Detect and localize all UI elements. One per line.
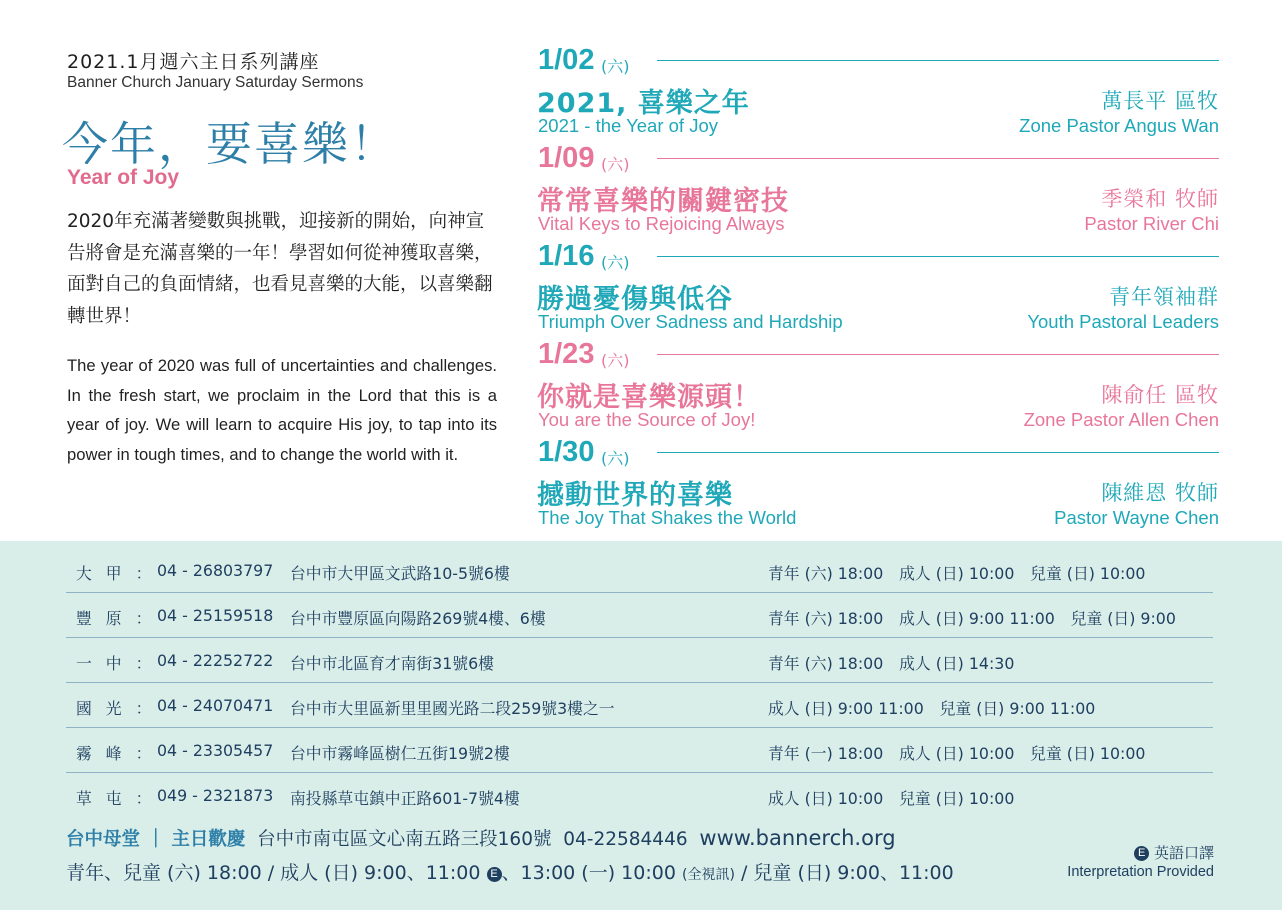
location-phone: 049 - 2321873	[157, 786, 274, 805]
hq-website-link[interactable]: www.bannerch.org	[699, 826, 896, 850]
sermon-date-row	[537, 44, 1219, 78]
sermon-item	[537, 436, 1219, 534]
speaker-zh: 陳維恩 牧師	[1101, 481, 1219, 505]
speaker-zh: 陳俞任 區牧	[1101, 383, 1219, 407]
location-name: 草屯：	[76, 789, 166, 808]
hq-times-part: / 兒童 (日) 9:00、11:00	[734, 862, 954, 884]
location-row	[66, 638, 1213, 683]
location-address: 台中市北區育才南街31號6樓	[290, 654, 494, 673]
hq-phone: 04-22584446	[563, 829, 688, 850]
sermon-title-en: Triumph Over Sadness and Hardship	[538, 311, 843, 332]
location-phone: 04 - 25159518	[157, 606, 274, 625]
sermon-title-zh: 你就是喜樂源頭！	[537, 382, 761, 413]
hq-times	[66, 858, 954, 885]
hq-times-part: 青年、兒童 (六) 18:00 / 成人 (日) 9:00、11:00	[66, 862, 481, 884]
location-address: 台中市大甲區文武路10-5號6樓	[290, 564, 510, 583]
english-interpretation-icon: E	[1134, 846, 1149, 861]
divider	[657, 60, 1219, 61]
speaker-zh: 青年領袖群	[1109, 285, 1219, 309]
sermon-date: 1/02	[538, 44, 595, 76]
location-address: 南投縣草屯鎮中正路601-7號4樓	[290, 789, 520, 808]
location-name: 一中：	[76, 654, 166, 673]
sermon-day-of-week: (六)	[601, 351, 630, 370]
location-name: 豐原：	[76, 609, 166, 628]
location-address: 台中市大里區新里里國光路二段259號3樓之一	[290, 699, 615, 718]
location-times: 成人 (日) 10:00 兒童 (日) 10:00	[768, 789, 1015, 808]
location-times: 青年 (六) 18:00 成人 (日) 10:00 兒童 (日) 10:00	[768, 564, 1146, 583]
sermon-title-en: 2021 - the Year of Joy	[538, 115, 718, 136]
sermon-date: 1/30	[538, 436, 595, 468]
sermon-title-en: Vital Keys to Rejoicing Always	[538, 213, 785, 234]
hq-name: 台中母堂 ｜ 主日歡慶	[66, 829, 246, 850]
speaker-en: Pastor Wayne Chen	[1054, 507, 1219, 528]
sermon-title-en: The Joy That Shakes the World	[538, 507, 797, 528]
sermon-date: 1/09	[538, 142, 595, 174]
location-name: 霧峰：	[76, 744, 166, 763]
sermon-date-row	[537, 338, 1219, 372]
series-subtitle: Banner Church January Saturday Sermons	[67, 74, 364, 91]
sermon-item	[537, 142, 1219, 240]
divider	[657, 158, 1219, 159]
hq-times-note: (全視訊)	[681, 867, 735, 883]
location-address: 台中市豐原區向陽路269號4樓、6樓	[290, 609, 546, 628]
location-times: 成人 (日) 9:00 11:00 兒童 (日) 9:00 11:00	[768, 699, 1096, 718]
location-times: 青年 (六) 18:00 成人 (日) 9:00 11:00 兒童 (日) 9:00	[768, 609, 1176, 628]
locations-panel	[0, 541, 1282, 910]
divider	[657, 354, 1219, 355]
speaker-en: Youth Pastoral Leaders	[1027, 311, 1219, 332]
series-title: 2021.1月週六主日系列講座	[67, 51, 320, 73]
sermon-item	[537, 338, 1219, 436]
location-phone: 04 - 22252722	[157, 651, 274, 670]
hq-info	[66, 825, 896, 851]
intro-zh: 2020年充滿著變數與挑戰，迎接新的開始，向神宣告將會是充滿喜樂的一年！學習如何從神獲取喜樂，面對自己的負面情緒，也看見喜樂的大能，以喜樂翻轉世界！	[67, 211, 493, 327]
location-row	[66, 728, 1213, 773]
location-phone: 04 - 26803797	[157, 561, 274, 580]
speaker-zh: 季榮和 牧師	[1101, 187, 1219, 211]
interpretation-label-zh	[1134, 842, 1214, 863]
interpretation-text-zh: 英語口譯	[1153, 844, 1214, 862]
sermon-title-zh: 常常喜樂的關鍵密技	[537, 186, 789, 217]
location-name: 國光：	[76, 699, 166, 718]
location-row	[66, 773, 1213, 817]
speaker-en: Zone Pastor Allen Chen	[1023, 409, 1219, 430]
sermon-date: 1/23	[538, 338, 595, 370]
speaker-en: Pastor River Chi	[1084, 213, 1219, 234]
sermon-date-row	[537, 142, 1219, 176]
location-times: 青年 (一) 18:00 成人 (日) 10:00 兒童 (日) 10:00	[768, 744, 1146, 763]
location-row	[66, 683, 1213, 728]
hq-times-part: 、13:00 (一) 10:00	[501, 862, 676, 884]
speaker-zh: 萬長平 區牧	[1101, 89, 1219, 113]
sermon-day-of-week: (六)	[601, 155, 630, 174]
location-name: 大甲：	[76, 564, 166, 583]
divider	[657, 452, 1219, 453]
location-row	[66, 593, 1213, 638]
location-phone: 04 - 24070471	[157, 696, 274, 715]
sermon-title-zh: 撼動世界的喜樂	[537, 480, 733, 511]
main-title-en: Year of Joy	[67, 166, 180, 189]
intro-en: The year of 2020 was full of uncertainties and challenges. In the fresh start, we proclaim in the Lord that this is a year of joy. We will learn to acquire His joy, to tap into its power in tough times, and to change the world with it.	[67, 356, 497, 464]
sermon-day-of-week: (六)	[601, 253, 630, 272]
hq-address: 台中市南屯區文心南五路三段160號	[257, 829, 552, 850]
english-interpretation-icon: E	[487, 867, 502, 882]
speaker-en: Zone Pastor Angus Wan	[1019, 115, 1219, 136]
location-times: 青年 (六) 18:00 成人 (日) 14:30	[768, 654, 1015, 673]
main-title: 今年，要喜樂！	[62, 117, 398, 171]
divider	[657, 256, 1219, 257]
location-row	[66, 548, 1213, 593]
sermon-item	[537, 240, 1219, 338]
interpretation-label-en: Interpretation Provided	[1067, 864, 1214, 880]
location-phone: 04 - 23305457	[157, 741, 274, 760]
location-address: 台中市霧峰區樹仁五街19號2樓	[290, 744, 510, 763]
sermon-date-row	[537, 240, 1219, 274]
sermon-day-of-week: (六)	[601, 449, 630, 468]
sermon-title-zh: 2021, 喜樂之年	[537, 88, 750, 119]
sermon-title-zh: 勝過憂傷與低谷	[537, 284, 733, 315]
sermon-day-of-week: (六)	[601, 57, 630, 76]
sermon-date-row	[537, 436, 1219, 470]
sermon-date: 1/16	[538, 240, 595, 272]
sermon-item	[537, 44, 1219, 142]
sermon-title-en: You are the Source of Joy!	[538, 409, 756, 430]
